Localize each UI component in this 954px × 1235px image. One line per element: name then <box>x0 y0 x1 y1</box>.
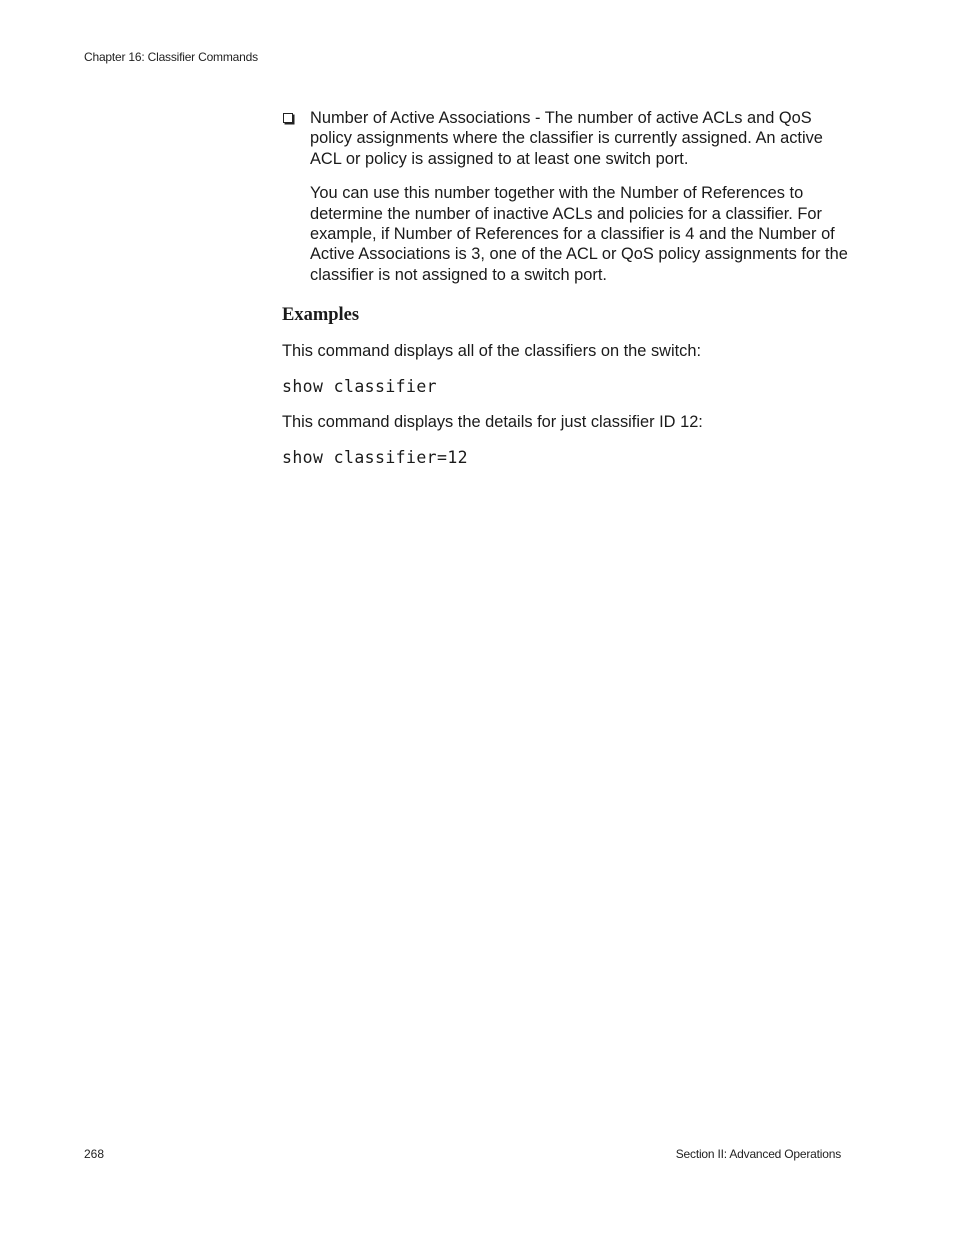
running-header-chapter: Chapter 16: Classifier Commands <box>84 50 258 64</box>
footer-section-title: Section II: Advanced Operations <box>675 1147 841 1161</box>
footer-page-number: 268 <box>84 1147 105 1161</box>
example-description: This command displays all of the classifiers on the switch: <box>282 342 702 361</box>
bullet-item-active-associations <box>282 108 854 285</box>
example-description: This command displays the details for just classifier ID 12: <box>282 413 703 432</box>
examples-heading: Examples <box>282 305 360 326</box>
page-content <box>282 108 854 468</box>
bullet-text: Number of Active Associations - The number of active ACLs and QoS policy assignments where the classifier is currently assigned. An active ACL or policy is assigned to at least one switch port. <box>310 109 823 168</box>
example-command: show classifier <box>282 377 438 397</box>
checkbox-bullet-icon <box>283 113 293 123</box>
example-command: show classifier=12 <box>282 448 469 468</box>
bullet-continuation-text: You can use this number together with the Number of References to determine the number of inactive ACLs and policies for a classifier. For example, if Number of References for a classifier is 4 and the Number of Active Associations is 3, one of the ACL or QoS policy assignments for the classifier is not assigned to a switch port. <box>310 184 848 284</box>
